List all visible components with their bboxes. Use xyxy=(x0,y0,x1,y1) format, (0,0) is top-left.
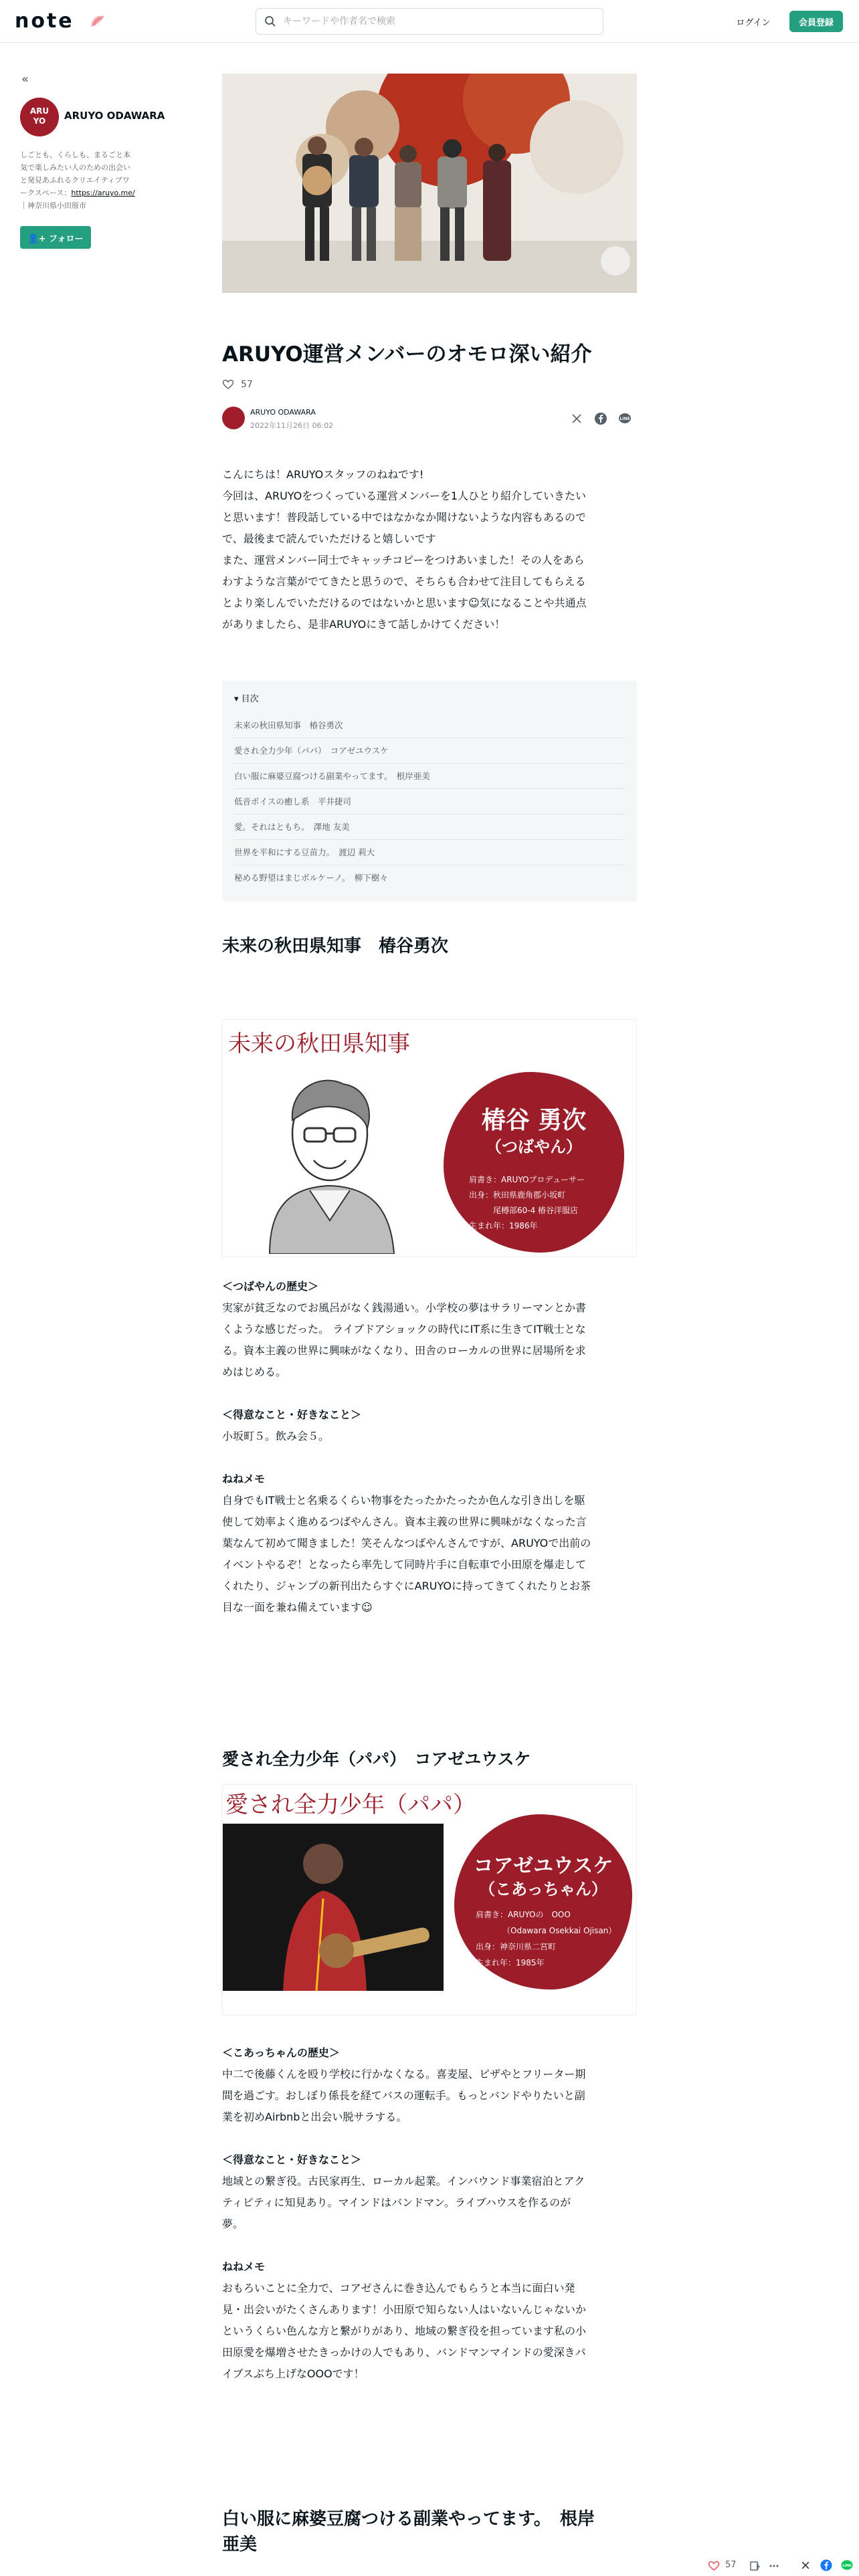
like-count[interactable] xyxy=(222,379,637,395)
paragraph-line: くれたり、ジャンプの新刊出たらすぐにARUYOに持ってきてくれたりとお茶 xyxy=(222,1580,591,1592)
card-info-line: 尾樽部60-4 椿谷洋服店 xyxy=(469,1206,579,1215)
caret-down-icon: ▾ xyxy=(234,694,242,704)
subheading: ＜こあっちゃんの歴史＞ xyxy=(222,2046,340,2059)
section-heading: 愛され全力少年（パパ） コアゼユウスケ xyxy=(222,1749,531,1769)
toc-item[interactable]: 愛。それはともち。 澤地 友美 xyxy=(234,815,625,840)
search-box[interactable] xyxy=(256,8,603,35)
paragraph-line: とより楽しんでいただけるのではないかと思います☺気になることや共通点 xyxy=(222,597,587,609)
card-info-line: 肩書き：ARUYOの OOO xyxy=(476,1910,571,1919)
section-heading: 未来の秋田県知事 椿谷勇次 xyxy=(222,936,449,956)
card-info-line: 生まれ年：1986年 xyxy=(469,1221,538,1230)
subheading: ねねメモ xyxy=(222,2260,266,2273)
paragraph-line: がありましたら、是非ARUYOにきて話しかけてください！ xyxy=(222,618,506,631)
paragraph-line: おもろいことに全力で、コアゼさんに巻き込んでもらうと本当に面白い発 xyxy=(222,2282,575,2294)
creator-website-link[interactable]: https://aruyo.me/ xyxy=(71,189,135,197)
x-share-icon[interactable] xyxy=(800,2560,811,2571)
paragraph-line: イベントやるぞ！となったら率先して同時片手に自転車で小田原を爆走して xyxy=(222,1558,587,1571)
follow-user-icon: 👤+ xyxy=(27,233,50,244)
facebook-share-icon[interactable] xyxy=(594,412,607,425)
card-info xyxy=(476,1907,616,1971)
paragraph-line: 田原愛を爆増させたきっかけの人でもあり、バンドマンマインドの愛深きパ xyxy=(222,2346,586,2359)
card-info-line: 肩書き：ARUYOプロデューサー xyxy=(469,1175,585,1184)
author-row xyxy=(222,405,637,432)
post-date: 2022年11月26日 06:02 xyxy=(250,421,334,430)
facebook-share-icon[interactable] xyxy=(820,2559,832,2571)
x-share-icon[interactable] xyxy=(570,412,583,425)
staff-group-photo xyxy=(222,74,637,293)
card-name: 椿谷 勇次 xyxy=(481,1107,587,1134)
svg-text:YO: YO xyxy=(33,116,46,126)
toc-item[interactable]: 秘める野望はまじボルケーノ。 柳下樹々 xyxy=(234,873,388,883)
more-icon[interactable] xyxy=(768,2560,780,2572)
paragraph-line: 使して効率よく進めるつばやんさん。資本主義の世界に興味がなくなった言 xyxy=(222,1515,587,1528)
search-icon xyxy=(264,15,276,27)
hero-image xyxy=(222,74,637,293)
card-catchcopy: 愛され全力少年（パパ） xyxy=(225,1792,476,1818)
card-info-line: （Odawara Osekkai Ojisan） xyxy=(502,1926,617,1935)
paragraph-line: イブスぶち上げなOOOです！ xyxy=(222,2367,365,2380)
card-info-line: 出身：神奈川県二宮町 xyxy=(476,1942,557,1951)
card-name: コアゼユウスケ xyxy=(473,1854,613,1878)
performer-photo xyxy=(223,1824,444,1991)
svg-text:LINE: LINE xyxy=(842,2563,852,2568)
paragraph-line: 目な一面を兼ね備えています☺ xyxy=(222,1601,373,1614)
toc-item[interactable]: 未来の秋田県知事 椿谷勇次 xyxy=(234,713,625,738)
toc-toggle[interactable] xyxy=(234,691,259,704)
collapse-sidebar-icon[interactable]: « xyxy=(21,72,29,86)
line-share-icon[interactable] xyxy=(840,2559,854,2571)
aruyo-logo-icon xyxy=(20,98,59,136)
subheading: ＜得意なこと・好きなこと＞ xyxy=(222,2153,362,2166)
paragraph-line: で、最後まで読んでいただけると嬉しいです xyxy=(222,532,436,545)
paragraph-line: 業を初めAirbnbと出会い脱サラする。 xyxy=(222,2111,407,2123)
creator-location: ｜神奈川県小田原市 xyxy=(20,201,86,210)
note-logo[interactable]: note xyxy=(15,9,74,33)
card-nickname: （つばやん） xyxy=(486,1138,582,1156)
table-of-contents xyxy=(222,681,637,901)
bio-line: と発見あふれるクリエイティブワ xyxy=(20,176,130,185)
login-button[interactable]: ログイン xyxy=(729,11,777,32)
profile-card-image xyxy=(222,1784,637,2016)
bio-line: 気で楽しみたい人のための出会い xyxy=(20,163,130,172)
paragraph-line: 葉なんて初めて聞きました！笑そんなつばやんさんですが、ARUYOで出前の xyxy=(222,1537,591,1549)
paragraph-line: 中二で後藤くんを殴り学校に行かなくなる。喜麦屋、ピザやとフリーター期 xyxy=(222,2068,586,2080)
paragraph-line: 自身でもIT戦士と名乗るくらい物事をたったかたったか色んな引き出しを駆 xyxy=(222,1494,585,1507)
illustration-portrait xyxy=(243,1067,417,1254)
signup-button[interactable]: 会員登録 xyxy=(789,11,843,32)
card-info-line: 出身：秋田県鹿角郡小坂町 xyxy=(469,1190,566,1200)
creator-bio xyxy=(20,148,151,212)
paragraph-line: くような感じだった。 ライブドアショックの時代にIT系に生きてIT戦士とな xyxy=(222,1323,586,1335)
bio-line: しごとも、くらしも、まるごと本 xyxy=(20,150,130,159)
magazine-add-icon[interactable] xyxy=(749,2560,761,2572)
svg-text:ARU: ARU xyxy=(29,106,50,116)
paragraph-line: 見・出会いがたくさんあります！小田原で知らない人はいないんじゃないか xyxy=(222,2303,587,2316)
author-name[interactable]: ARUYO ODAWARA xyxy=(250,408,316,417)
floating-action-bar xyxy=(696,2555,859,2576)
bio-line: ークスペース： xyxy=(20,189,72,197)
article-title: ARUYO運営メンバーのオモロ深い紹介 xyxy=(222,342,592,366)
toc-heading: 目次 xyxy=(241,694,259,704)
card-info xyxy=(469,1172,585,1234)
follow-button[interactable] xyxy=(20,226,91,249)
card-nickname: （こあっちゃん） xyxy=(479,1880,607,1899)
search-input[interactable] xyxy=(283,9,597,34)
section-heading xyxy=(222,2506,637,2557)
svg-text:LINE: LINE xyxy=(619,417,630,421)
card-info-line: 生まれ年：1985年 xyxy=(476,1958,545,1967)
author-avatar[interactable] xyxy=(222,407,245,429)
paragraph-line: 実家が貧乏なのでお風呂がなく銭湯通い。小学校の夢はサラリーマンとか書 xyxy=(222,1301,587,1314)
section-heading-line: 白い服に麻婆豆腐つける副業やってます。 根岸 xyxy=(222,2509,595,2529)
toc-item[interactable]: 低音ボイスの癒し系 平井捷司 xyxy=(234,789,625,815)
avatar[interactable] xyxy=(20,98,59,136)
section-body xyxy=(222,2042,637,2385)
note-mark-icon xyxy=(90,13,106,28)
paragraph-line: また、運営メンバー同士でキャッチコピーをつけあいました！その人をあら xyxy=(222,554,585,566)
site-header xyxy=(0,0,859,43)
paragraph-line: というくらい色んな方と繋がりがあり、地域の繋ぎ役を担っています私の小 xyxy=(222,2325,587,2337)
section-body xyxy=(222,1276,637,1618)
like-count-value: 57 xyxy=(241,379,253,390)
toc-item[interactable]: 世界を平和にする豆苗力。 渡辺 莉大 xyxy=(234,840,625,865)
paragraph-line: る。資本主義の世界に興味がなくなり、田舎のローカルの世界に居場所を求 xyxy=(222,1344,586,1357)
profile-card-image xyxy=(222,1019,637,1257)
creator-name[interactable]: ARUYO ODAWARA xyxy=(64,110,165,122)
heart-icon[interactable] xyxy=(708,2560,720,2572)
subheading: ＜得意なこと・好きなこと＞ xyxy=(222,1408,362,1421)
paragraph-line: 間を過ごす。おしぼり係長を経てバスの運転手。もっとバンドやりたいと副 xyxy=(222,2089,585,2102)
paragraph-line: 今回は、ARUYOをつくっている運営メンバーを1人ひとり紹介していきたい xyxy=(222,490,587,502)
toc-item[interactable]: 白い服に麻婆豆腐つける副業やってます。 根岸亜美 xyxy=(234,764,625,789)
like-count-value: 57 xyxy=(725,2560,737,2570)
paragraph-line: 夢。 xyxy=(222,2218,244,2230)
paragraph-line: わすような言葉がでてきたと思うので、そちらも合わせて注目してもらえる xyxy=(222,575,586,588)
paragraph-line: めはじめる。 xyxy=(222,1366,287,1378)
paragraph-line: こんにちは！ARUYOスタッフのねねです! xyxy=(222,468,424,481)
follow-label: フォロー xyxy=(49,233,84,244)
intro-text xyxy=(222,464,637,635)
paragraph-line: 小坂町５。飲み会５。 xyxy=(222,1430,330,1442)
subheading: ＜つばやんの歴史＞ xyxy=(222,1280,319,1293)
paragraph-line: と思います！普段話している中ではなかなか聞けないような内容もあるので xyxy=(222,511,587,524)
paragraph-line: ティビティに知見あり。マインドはバンドマン。ライブハウスを作るのが xyxy=(222,2196,571,2209)
paragraph-line: 地域との繋ぎ役。古民家再生、ローカル起業。インバウンド事業宿泊とアク xyxy=(222,2175,585,2187)
card-catchcopy: 未来の秋田県知事 xyxy=(228,1031,410,1057)
toc-item[interactable]: 愛され全力少年（パパ） コアゼユウスケ xyxy=(234,738,625,764)
heart-icon[interactable] xyxy=(222,379,234,391)
subheading: ねねメモ xyxy=(222,1473,266,1485)
section-heading-line: 亜美 xyxy=(222,2535,258,2555)
line-share-icon[interactable] xyxy=(618,412,632,425)
